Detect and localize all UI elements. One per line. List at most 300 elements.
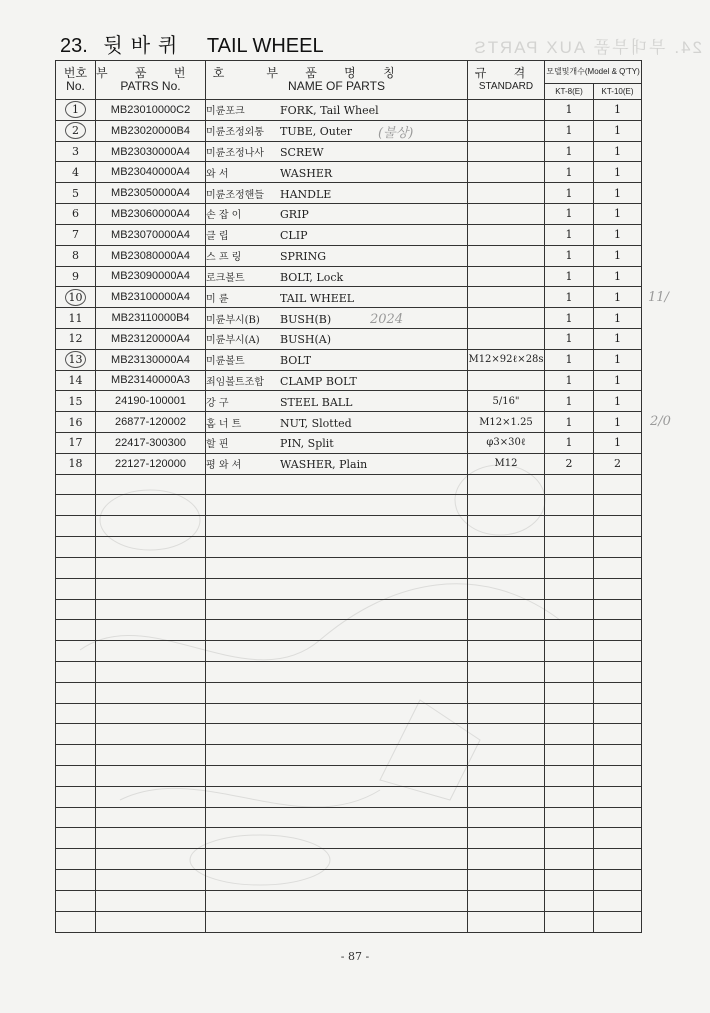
row-number (56, 204, 96, 225)
qty-kt10 (594, 474, 642, 495)
qty-kt10: 1 (594, 328, 642, 349)
header-model-2: KT-10(E) (594, 84, 642, 100)
qty-kt8 (545, 766, 594, 787)
number-text: 7 (72, 228, 79, 242)
qty-kt8: 1 (545, 100, 594, 121)
qty-kt10: 1 (594, 120, 642, 141)
qty-kt8 (545, 516, 594, 537)
part-name (206, 433, 468, 454)
row-number (56, 516, 96, 537)
part-name (206, 620, 468, 641)
part-name-en: STEEL BALL (280, 395, 353, 409)
row-number (56, 578, 96, 599)
header-model-1: KT-8(E) (545, 84, 594, 100)
part-number: MB23110000B4 (96, 308, 206, 329)
header-qty-group: 모델및개수(Model & Q'TY) (545, 61, 642, 84)
qty-kt8: 1 (545, 224, 594, 245)
part-name (206, 911, 468, 932)
standard (468, 641, 545, 662)
qty-kt10: 1 (594, 162, 642, 183)
empty-row (56, 703, 642, 724)
part-number (96, 474, 206, 495)
table-row (56, 349, 642, 370)
qty-kt10 (594, 578, 642, 599)
part-name (206, 370, 468, 391)
part-name (206, 204, 468, 225)
number-text: 17 (68, 436, 83, 450)
qty-kt8 (545, 641, 594, 662)
number-text: 18 (68, 457, 83, 471)
part-name-en: GRIP (280, 208, 309, 222)
header-std-en: STANDARD (478, 81, 534, 92)
part-name-kr: 미륜포크 (206, 106, 245, 118)
table-row (56, 224, 642, 245)
part-name-en: WASHER (280, 166, 333, 180)
row-number (56, 412, 96, 433)
part-number: MB23080000A4 (96, 245, 206, 266)
table-row (56, 433, 642, 454)
standard (468, 287, 545, 308)
qty-kt8 (545, 474, 594, 495)
empty-row (56, 890, 642, 911)
part-number: MB23010000C2 (96, 100, 206, 121)
row-number (56, 183, 96, 204)
part-number: MB23130000A4 (96, 349, 206, 370)
number-text: 3 (72, 145, 79, 159)
part-name-kr: 미륜조정나사 (206, 148, 264, 160)
part-number (96, 911, 206, 932)
standard (468, 682, 545, 703)
row-number (56, 537, 96, 558)
qty-kt8 (545, 807, 594, 828)
empty-row (56, 578, 642, 599)
qty-kt8 (545, 578, 594, 599)
qty-kt8: 1 (545, 183, 594, 204)
part-number (96, 682, 206, 703)
empty-row (56, 911, 642, 932)
part-number: MB23030000A4 (96, 141, 206, 162)
part-name (206, 682, 468, 703)
empty-row (56, 537, 642, 558)
part-number: MB23100000A4 (96, 287, 206, 308)
part-name (206, 766, 468, 787)
table-row (56, 204, 642, 225)
section-number: 23. (60, 35, 88, 57)
standard (468, 370, 545, 391)
standard: M12×92ℓ×28s (468, 349, 545, 370)
qty-kt8: 1 (545, 370, 594, 391)
part-name (206, 266, 468, 287)
standard (468, 724, 545, 745)
standard (468, 620, 545, 641)
part-name-en: WASHER, Plain (280, 458, 368, 472)
table-row (56, 328, 642, 349)
part-name-en: NUT, Slotted (280, 416, 352, 430)
standard (468, 828, 545, 849)
qty-kt8 (545, 890, 594, 911)
row-number (56, 911, 96, 932)
part-number: MB23090000A4 (96, 266, 206, 287)
part-name-en: CLAMP BOLT (280, 374, 357, 388)
standard (468, 495, 545, 516)
qty-kt10 (594, 557, 642, 578)
standard (468, 890, 545, 911)
standard (468, 162, 545, 183)
part-number (96, 766, 206, 787)
row-number (56, 599, 96, 620)
standard (468, 870, 545, 891)
title-korean: 뒷바퀴 (103, 35, 186, 57)
part-name (206, 890, 468, 911)
part-number: MB23060000A4 (96, 204, 206, 225)
qty-kt8 (545, 620, 594, 641)
margin-note-2: 2/0 (650, 414, 671, 429)
empty-row (56, 682, 642, 703)
qty-kt10 (594, 703, 642, 724)
header-no (56, 61, 96, 100)
qty-kt8 (545, 911, 594, 932)
standard (468, 120, 545, 141)
qty-kt10 (594, 495, 642, 516)
standard (468, 474, 545, 495)
qty-kt10 (594, 786, 642, 807)
qty-kt8: 1 (545, 245, 594, 266)
part-number (96, 828, 206, 849)
qty-kt8 (545, 828, 594, 849)
part-name (206, 828, 468, 849)
empty-row (56, 786, 642, 807)
table-row (56, 308, 642, 329)
standard (468, 308, 545, 329)
standard (468, 661, 545, 682)
qty-kt8 (545, 537, 594, 558)
part-number: MB23020000B4 (96, 120, 206, 141)
part-number (96, 516, 206, 537)
table-row (56, 120, 642, 141)
empty-row (56, 641, 642, 662)
qty-kt10 (594, 807, 642, 828)
standard (468, 328, 545, 349)
row-number (56, 766, 96, 787)
part-name-kr: 와 서 (206, 168, 229, 180)
qty-kt10 (594, 870, 642, 891)
part-name (206, 349, 468, 370)
table-row (56, 141, 642, 162)
table-row (56, 162, 642, 183)
header-no-en: No. (66, 79, 85, 93)
part-name (206, 162, 468, 183)
part-number: MB23070000A4 (96, 224, 206, 245)
number-text: 6 (72, 207, 79, 221)
qty-kt8 (545, 682, 594, 703)
part-name (206, 141, 468, 162)
part-name-kr: 미륜조정외통 (206, 127, 264, 139)
number-text: 9 (72, 269, 79, 283)
part-name (206, 391, 468, 412)
empty-row (56, 807, 642, 828)
empty-row (56, 870, 642, 891)
part-name (206, 328, 468, 349)
part-name (206, 120, 468, 141)
row-number (56, 141, 96, 162)
row-number (56, 661, 96, 682)
standard (468, 141, 545, 162)
part-number: MB23040000A4 (96, 162, 206, 183)
header-standard (468, 61, 545, 100)
part-number: 26877-120002 (96, 412, 206, 433)
header-no-kr: 번호 (63, 66, 88, 80)
part-name (206, 453, 468, 474)
part-name-en: PIN, Split (280, 437, 334, 451)
row-number (56, 120, 96, 141)
part-name-en: HANDLE (280, 187, 332, 201)
header-part-number (96, 61, 237, 100)
page-title (60, 29, 324, 58)
qty-kt8: 1 (545, 412, 594, 433)
parts-table (55, 60, 642, 933)
handwritten-note-tube: (불상) (378, 126, 414, 141)
part-name-kr: 미륜조정핸들 (206, 189, 264, 201)
part-name (206, 412, 468, 433)
qty-kt8 (545, 557, 594, 578)
part-number (96, 661, 206, 682)
part-name (206, 724, 468, 745)
part-number (96, 849, 206, 870)
header-std-kr: 규 격 (474, 66, 538, 80)
standard (468, 245, 545, 266)
part-name-kr: 평 와 셔 (206, 460, 242, 472)
qty-kt10: 1 (594, 100, 642, 121)
qty-kt8 (545, 661, 594, 682)
circled-number: 10 (65, 289, 86, 306)
part-name-en: FORK, Tail Wheel (280, 104, 379, 118)
qty-kt10: 1 (594, 349, 642, 370)
empty-row (56, 766, 642, 787)
qty-kt10: 1 (594, 370, 642, 391)
table-row (56, 391, 642, 412)
part-name-en: BOLT, Lock (280, 270, 344, 284)
part-name-en: SPRING (280, 250, 326, 264)
standard (468, 911, 545, 932)
empty-row (56, 495, 642, 516)
part-number (96, 870, 206, 891)
part-name (206, 578, 468, 599)
row-number (56, 745, 96, 766)
qty-kt10 (594, 849, 642, 870)
standard (468, 745, 545, 766)
part-name-en: BOLT (280, 354, 312, 368)
qty-kt10 (594, 599, 642, 620)
qty-kt10 (594, 890, 642, 911)
part-name-kr: 홈 너 트 (206, 418, 242, 430)
part-name (206, 870, 468, 891)
empty-row (56, 516, 642, 537)
qty-kt8 (545, 703, 594, 724)
qty-kt10: 1 (594, 266, 642, 287)
row-number (56, 828, 96, 849)
part-name (206, 245, 468, 266)
part-name-en: TUBE, Outer (280, 125, 353, 139)
circled-number: 1 (65, 101, 86, 118)
part-number (96, 641, 206, 662)
part-number: MB23140000A3 (96, 370, 206, 391)
part-name-en: BUSH(A) (280, 333, 332, 347)
row-number (56, 682, 96, 703)
header-part-name (206, 61, 468, 100)
part-name (206, 599, 468, 620)
empty-row (56, 557, 642, 578)
qty-kt10: 2 (594, 453, 642, 474)
part-name (206, 661, 468, 682)
row-number (56, 495, 96, 516)
part-name-kr: 클 립 (206, 231, 229, 243)
part-name (206, 786, 468, 807)
part-name-kr: 할 핀 (206, 439, 229, 451)
row-number (56, 474, 96, 495)
qty-kt8: 1 (545, 308, 594, 329)
number-text: 4 (72, 165, 79, 179)
table-row (56, 412, 642, 433)
qty-kt8: 1 (545, 266, 594, 287)
part-name-en: BUSH(B) (280, 312, 332, 326)
standard (468, 807, 545, 828)
qty-kt8: 1 (545, 349, 594, 370)
qty-kt10: 1 (594, 287, 642, 308)
row-number (56, 224, 96, 245)
part-name-en: CLIP (280, 229, 308, 243)
part-number: 22417-300300 (96, 433, 206, 454)
page-number: - 87 - (340, 950, 370, 963)
part-number: MB23050000A4 (96, 183, 206, 204)
part-number (96, 724, 206, 745)
part-number (96, 703, 206, 724)
title-english: TAIL WHEEL (206, 35, 324, 57)
qty-kt8 (545, 870, 594, 891)
qty-kt8 (545, 495, 594, 516)
standard (468, 183, 545, 204)
part-name-kr: 손 잡 이 (206, 210, 242, 222)
part-number: 24190-100001 (96, 391, 206, 412)
qty-kt8: 1 (545, 120, 594, 141)
empty-row (56, 620, 642, 641)
qty-kt10 (594, 537, 642, 558)
part-number (96, 557, 206, 578)
part-name-en: TAIL WHEEL (280, 291, 355, 305)
table-row (56, 453, 642, 474)
qty-kt8: 1 (545, 141, 594, 162)
part-name-kr: 로크볼트 (206, 272, 245, 284)
part-name (206, 287, 468, 308)
part-number (96, 578, 206, 599)
part-number: 22127-120000 (96, 453, 206, 474)
qty-kt10 (594, 682, 642, 703)
row-number (56, 807, 96, 828)
empty-row (56, 745, 642, 766)
part-number: MB23120000A4 (96, 328, 206, 349)
qty-kt8: 1 (545, 433, 594, 454)
standard (468, 599, 545, 620)
number-text: 16 (68, 415, 83, 429)
part-name-kr: 미륜부시(A) (206, 335, 260, 347)
part-name (206, 308, 468, 329)
part-name (206, 849, 468, 870)
standard (468, 849, 545, 870)
qty-kt10 (594, 766, 642, 787)
table-row (56, 287, 642, 308)
part-name (206, 516, 468, 537)
row-number (56, 349, 96, 370)
qty-kt8: 2 (545, 453, 594, 474)
standard (468, 204, 545, 225)
number-text: 11 (68, 311, 83, 325)
part-name-kr: 미륜볼트 (206, 356, 245, 368)
circled-number: 13 (65, 351, 86, 368)
part-name (206, 183, 468, 204)
qty-kt10: 1 (594, 412, 642, 433)
part-name (206, 100, 468, 121)
row-number (56, 641, 96, 662)
row-number (56, 433, 96, 454)
row-number (56, 287, 96, 308)
part-number (96, 599, 206, 620)
row-number (56, 849, 96, 870)
number-text: 14 (68, 373, 83, 387)
qty-kt10 (594, 724, 642, 745)
standard (468, 578, 545, 599)
qty-kt8: 1 (545, 287, 594, 308)
row-number (56, 703, 96, 724)
qty-kt8 (545, 849, 594, 870)
header-part-en: PATRS No. (120, 79, 181, 93)
part-number (96, 495, 206, 516)
header-name-en: NAME OF PARTS (288, 79, 385, 93)
row-number (56, 100, 96, 121)
row-number (56, 557, 96, 578)
standard: M12 (468, 453, 545, 474)
empty-row (56, 724, 642, 745)
row-number (56, 391, 96, 412)
part-number (96, 890, 206, 911)
part-number (96, 620, 206, 641)
bleed-through-text: 24. 부대부품 AUX PARTS (472, 38, 702, 57)
part-name (206, 745, 468, 766)
part-name (206, 474, 468, 495)
standard (468, 100, 545, 121)
qty-kt8 (545, 724, 594, 745)
qty-kt10 (594, 620, 642, 641)
table-row (56, 370, 642, 391)
header-part-kr: 부 품 번 호 (96, 66, 237, 80)
handwritten-note-bush: 2024 (370, 312, 404, 327)
qty-kt8 (545, 599, 594, 620)
qty-kt8 (545, 786, 594, 807)
row-number (56, 328, 96, 349)
qty-kt10: 1 (594, 391, 642, 412)
qty-kt8: 1 (545, 328, 594, 349)
qty-kt10: 1 (594, 183, 642, 204)
qty-kt8: 1 (545, 162, 594, 183)
empty-row (56, 474, 642, 495)
standard (468, 516, 545, 537)
standard (468, 766, 545, 787)
qty-kt10 (594, 641, 642, 662)
part-name (206, 641, 468, 662)
number-text: 15 (68, 394, 83, 408)
part-name-kr: 죄임볼트조합 (206, 376, 264, 388)
qty-kt8: 1 (545, 391, 594, 412)
standard (468, 266, 545, 287)
part-name (206, 224, 468, 245)
